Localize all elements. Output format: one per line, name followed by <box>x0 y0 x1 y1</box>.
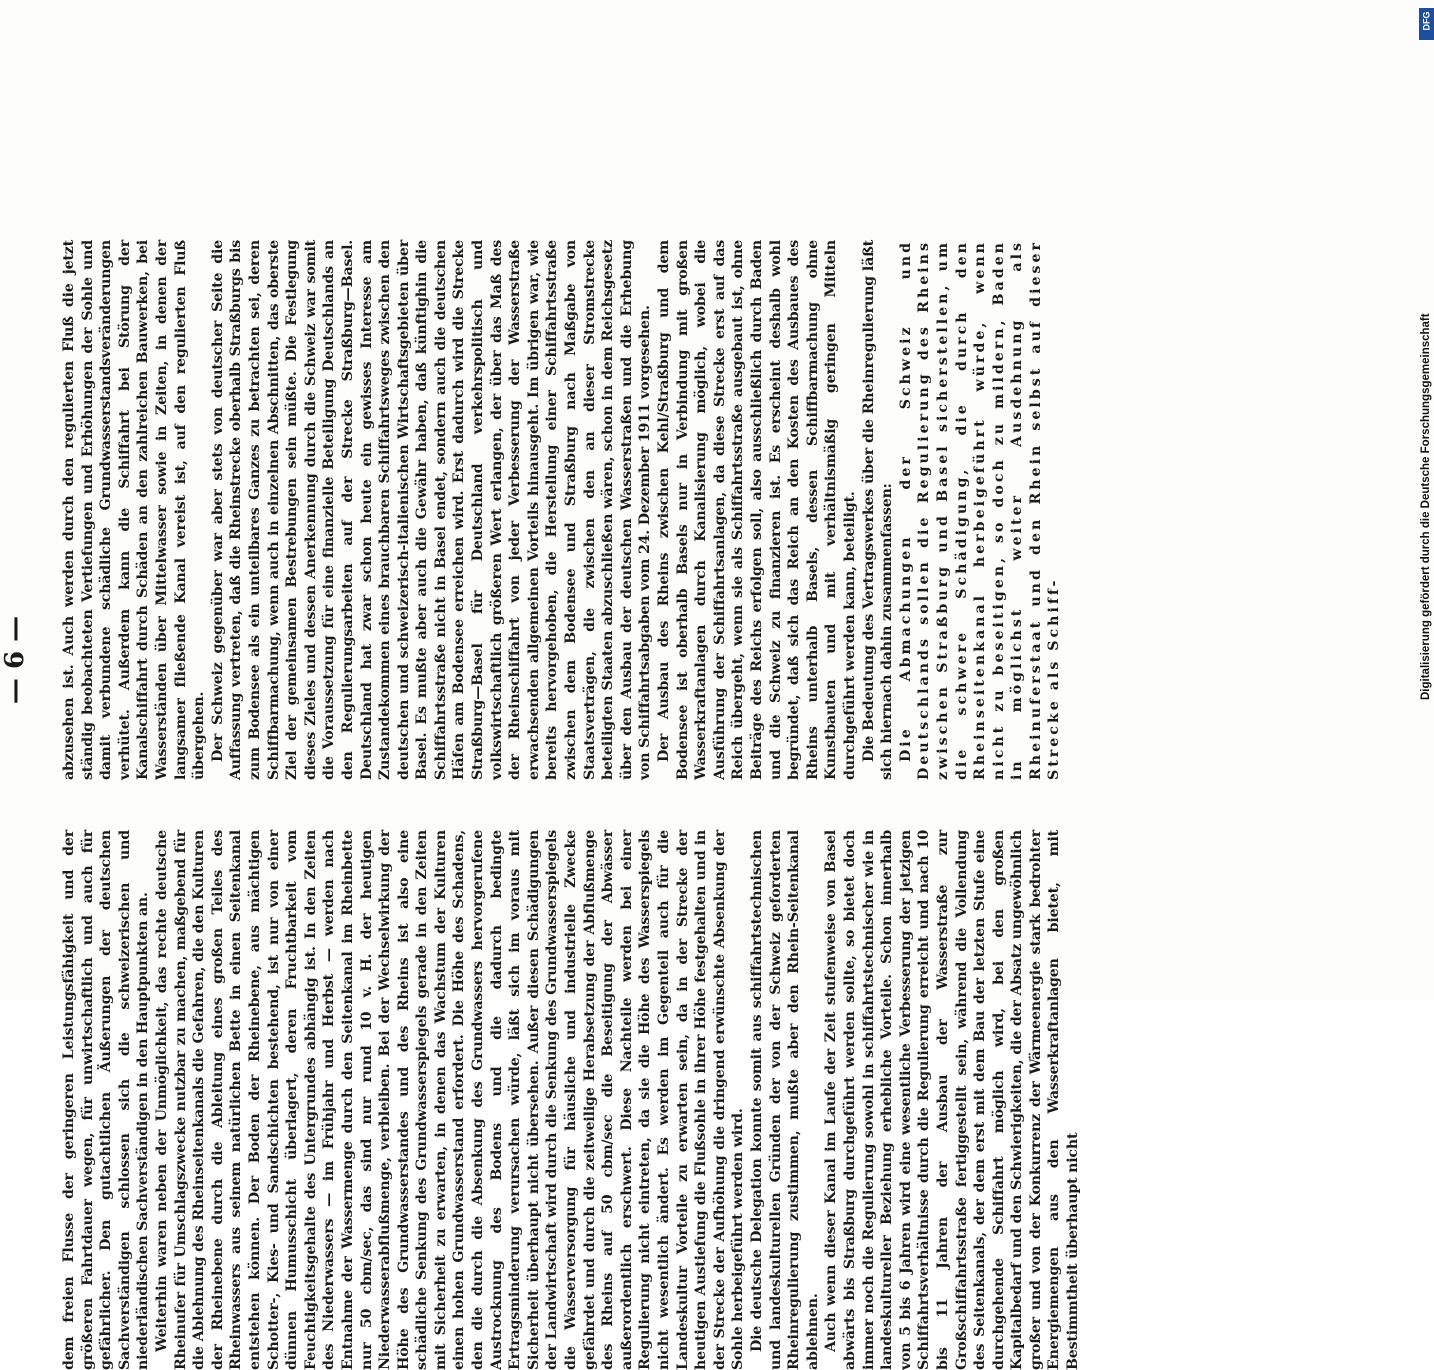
paragraph: Der Schweiz gegenüber war aber stets von deutscher Seite die Auffassung vertreten, daß die Rheinstrecke oberhalb Straßburgs bis zum Bodensee als ein unteilbares Ganzes zu betrachten sei, deren Schiffbarmachung, wenn auch in einzelnen Abschnitten, das oberste Ziel der gemeinsamen Bestrebungen sein müßte. Die Festlegung dieses Zieles und dessen Anerkennung durch die Schweiz war somit die Voraussetzung für eine finanzielle Beteiligung Deutschlands an den Regulierungsarbeiten auf der Strecke Straßburg—Basel. Deutschland hat zwar schon heute ein gewisses Interesse am Zustandekommen eines brauchbaren Schiffahrtsweges zwischen den deutschen und schweizerisch-italienischen Wirtschaftsgebieten über Basel. Es mußte aber auch die Gewähr haben, daß künftighin die Schiffahrtsstraße nicht in Basel endet, sondern auch die deutschen Häfen am Bodensee erreichen wird. Erst dadurch wird die Strecke Straßburg—Basel für Deutschland verkehrspolitisch und volkswirtschaftlich größeren Wert erlangen, der über das Maß des der Rheinschiffahrt von jeder Verbesserung der Wasserstraße erwachsenden allgemeinen Vorteils hinausgeht. Im übrigen war, wie bereits hervorgehoben, die Herstellung einer Schiffahrtsstraße zwischen dem Bodensee und Straßburg nach Maßgabe von Staatsverträgen, die zwischen den an dieser Stromstrecke beteiligten Staaten abzuschließen wären, schon in dem Reichsgesetz über den Ausbau der deutschen Wasserstraßen und die Erhebung von Schiffahrtsabgaben vom 24. Dezember 1911 vorgesehen. <box>209 240 654 780</box>
paragraph: Die Bedeutung des Vertragswerkes über die Rheinregulierung läßt sich hiernach dahin zusammenfassen: <box>860 240 896 780</box>
paragraph: Die deutsche Delegation konnte somit aus schiffahrtstechnischen und landeskulturellen Gründen der von der Schweiz geforderten Rheinregulierung zustimmen, mußte aber den Rhein-Seitenkanal ablehnen. <box>748 830 821 1370</box>
paragraph: Weiterhin waren neben der Unmöglichkeit, das rechte deutsche Rheinufer für Umschlagszwecke nutzbar zu machen, maßgebend für die Ablehnung des Rheinseitenkanals die Gefahren, die den Kulturen der Rheinebene durch die Ableitung eines großen Teiles des Rheinwassers aus seinem natürlichen Bette in einen Seitenkanal entstehen können. Der Boden der Rheinebene, aus mächtigen Schotter-, Kies- und Sandschichten bestehend, ist nur von einer dünnen Humusschicht überlagert, deren Fruchtbarkeit vom Feuchtigkeitsgehalte des Untergrundes abhängig ist. In den Zeiten des Niederwassers — im Frühjahr und Herbst — werden nach Entnahme der Wassermenge durch den Seitenkanal im Rheinbette nur 50 cbm/sec, das sind nur rund 10 v. H. der heutigen Niederwasserabflußmenge, verbleiben. Bei der Wechselwirkung der Höhe des Grundwasserstandes und des Rheins ist also eine schädliche Senkung des Grundwasserspiegels gerade in den Zeiten mit Sicherheit zu erwarten, in denen das Wachstum der Kulturen einen hohen Grundwasserstand erfordert. Die Höhe des Schadens, den die durch die Absenkung des Grundwassers hervorgerufene Austrocknung des Bodens und die dadurch bedingte Ertragsminderung verursachen würde, läßt sich im voraus mit Sicherheit überhaupt nicht übersehen. Außer diesen Schädigungen der Landwirtschaft wird durch die Senkung des Grundwasserspiegels die Wasserversorgung für häusliche und industrielle Zwecke gefährdet und durch die zeitweilige Herabsetzung der Abflußmenge des Rheins auf 50 cbm/sec die Beseitigung der Abwässer außerordentlich erschwert. Diese Nachteile werden bei einer Regulierung nicht eintreten, da sie die Höhe des Wasserspiegels nicht wesentlich ändert. Es werden im Gegenteil auch für die Landeskultur Vorteile zu erwarten sein, da in der Strecke der heutigen Austiefung die Flußsohle in ihrer Höhe festgehalten und in der Strecke der Aufhöhung die dringend erwünschte Absenkung der Sohle herbeigeführt werden wird. <box>153 830 747 1370</box>
credit-text: Digitalisierung gefördert durch die Deutsche Forschungsgemeinschaft <box>1420 313 1432 700</box>
right-column <box>60 240 1064 780</box>
paragraph: abzusehen ist. Auch werden durch den regulierten Fluß die jetzt ständig beobachteten Vertiefungen und Erhöhungen der Sohle und damit verbundene schädliche Grundwasserstandsveränderungen verhütet. Außerdem kann die Schiffahrt bei Störung der Kanalschiffahrt durch Schäden an den zahlreichen Bauwerken, bei Wasserständen über Mittelwasser sowie in Zeiten, in denen der langsamer fließende Kanal vereist ist, auf den regulierten Fluß übergehen. <box>61 240 208 780</box>
paragraph: dem freien Flusse der geringeren Leistungsfähigkeit und der größeren Fahrtdauer wegen, für unwirtschaftlich und auch für gefährlicher. Den gutachtlichen Äußerungen der deutschen Sachverständigen schlossen sich die schweizerischen und niederländischen Sachverständigen in den Hauptpunkten an. <box>61 830 152 1370</box>
rotated-text-block <box>0 240 1240 1370</box>
paragraph: Auch wenn dieser Kanal im Laufe der Zeit stufenweise von Basel abwärts bis Straßburg durchgeführt werden sollte, so bietet doch immer noch die Regulierung sowohl in schiffahrtstechnischer wie in landeskultureller Beziehung erhebliche Vorteile. Schon innerhalb von 5 bis 6 Jahren wird eine wesentliche Verbesserung der jetzigen Schiffahrtsverhältnisse durch die Regulierung erreicht und nach 10 bis 11 Jahren der Ausbau der Wasserstraße zur Großschiffahrtsstraße fertiggestellt sein, während die Vollendung des Seitenkanals, der dem erst mit dem Bau der letzten Stufe eine durchgehende Schiffahrt möglich wird, bei den großen Kapitalbedarf und den Schwierigkeiten, die der Absatz ungewöhnlich großer und von der Konkurrenz der Wärmeenergie stark bedrohter Energiemengen aus den Wasserkraftanlagen bietet, mit Bestimmtheit überhaupt nicht <box>823 830 1082 1370</box>
dfg-logo: DFG <box>1419 8 1434 40</box>
digitization-credit <box>1418 10 1434 1000</box>
paragraph: Die Abmachungen der Schweiz und Deutschlands sollen die Regulierung des Rheins zwischen Straßburg und Basel sicherstellen, um die schwere Schädigung, die durch den Rheinseitenkanal herbeigeführt würde, wenn nicht zu beseitigen, so doch zu mildern, Baden in möglichst weiter Ausdehnung als Rheinuferstaat und den Rhein selbst auf dieser Strecke als Schiff- <box>897 240 1063 780</box>
page-number: — 6 — <box>0 615 30 705</box>
left-column <box>60 830 1083 1370</box>
paragraph: Der Ausbau des Rheins zwischen Kehl/Straßburg und dem Bodensee ist oberhalb Basels nur in Verbindung mit großen Wasserkraftanlagen durch Kanalisierung möglich, wobei die Ausführung der Schiffahrtsanlagen, da diese Strecke erst auf das Reich übergeht, wenn sie als Schiffahrtsstraße ausgebaut ist, ohne Beiträge des Reichs erfolgen soll, also ausschließlich durch Baden und die Schweiz zu finanzieren ist. Es erscheint deshalb wohl begründet, daß sich das Reich an den Kosten des Ausbaues des Rheins unterhalb Basels, dessen Schiffbarmachung ohne Kunstbauten und mit verhältnismäßig geringen Mitteln durchgeführt werden kann, beteiligt. <box>656 240 858 780</box>
